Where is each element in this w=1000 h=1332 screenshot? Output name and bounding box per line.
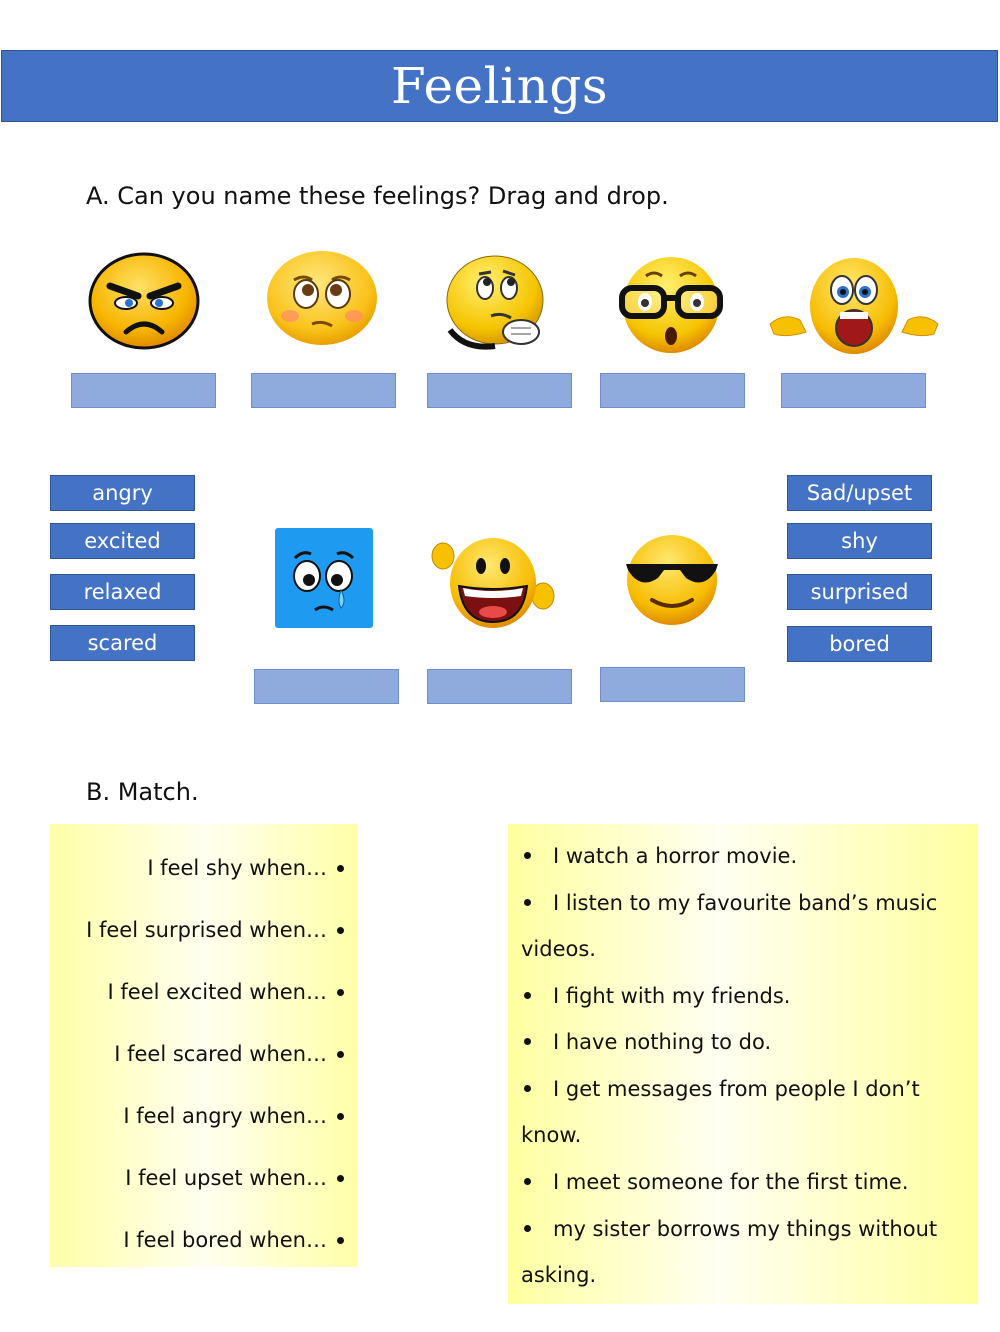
match-dot[interactable]: [524, 899, 531, 906]
answer-text: I watch a horror movie.: [553, 844, 798, 868]
prompt-text: I feel surprised when…: [86, 918, 327, 942]
word-tile-excited[interactable]: excited: [50, 523, 195, 559]
word-tile-angry[interactable]: angry: [50, 475, 195, 511]
answer-text: I fight with my friends.: [553, 984, 791, 1008]
drop-zone-relaxed-face[interactable]: [600, 667, 745, 702]
drop-zone-scared-face[interactable]: [781, 373, 926, 408]
word-tile-sad-upset[interactable]: Sad/upset: [787, 475, 932, 511]
answer-text: my sister borrows my things without: [553, 1217, 938, 1241]
prompts-panel: [50, 824, 358, 1267]
prompt-text: I feel shy when…: [147, 856, 327, 880]
prompt-item[interactable]: [86, 918, 344, 942]
drop-zone-surprised-face[interactable]: [600, 373, 745, 408]
match-dot[interactable]: [524, 1085, 531, 1092]
prompt-item[interactable]: [123, 1228, 344, 1252]
prompt-item[interactable]: [147, 856, 344, 880]
section-b-heading: B. Match.: [86, 778, 199, 806]
match-dot[interactable]: [337, 1175, 344, 1182]
word-tile-scared[interactable]: scared: [50, 625, 195, 661]
match-dot[interactable]: [337, 927, 344, 934]
answer-item[interactable]: [521, 1217, 937, 1241]
scared-screaming-face-icon: [766, 254, 942, 356]
prompt-text: I feel scared when…: [114, 1042, 327, 1066]
answers-panel: [508, 824, 978, 1304]
drop-zone-shy-face[interactable]: [251, 373, 396, 408]
angry-face-icon: [88, 252, 200, 350]
answer-item[interactable]: [521, 1030, 771, 1054]
match-dot[interactable]: [524, 1178, 531, 1185]
drop-zone-bored-face[interactable]: [427, 373, 572, 408]
bored-thinking-face-icon: [445, 254, 547, 354]
match-dot[interactable]: [524, 1225, 531, 1232]
drop-zone-sad-face[interactable]: [254, 669, 399, 704]
match-dot[interactable]: [337, 989, 344, 996]
prompt-text: I feel bored when…: [123, 1228, 327, 1252]
drop-zone-excited-face[interactable]: [427, 669, 572, 704]
shy-face-icon: [266, 250, 378, 346]
match-dot[interactable]: [524, 1038, 531, 1045]
title-bar: [1, 50, 998, 122]
answer-item[interactable]: [521, 1077, 920, 1101]
prompt-item[interactable]: [114, 1042, 344, 1066]
drop-zone-angry-face[interactable]: [71, 373, 216, 408]
prompt-item[interactable]: [108, 980, 344, 1004]
match-dot[interactable]: [337, 1113, 344, 1120]
match-dot[interactable]: [524, 992, 531, 999]
answer-item[interactable]: [521, 844, 797, 868]
word-tile-surprised[interactable]: surprised: [787, 574, 932, 610]
word-tile-bored[interactable]: bored: [787, 626, 932, 662]
answer-text: I meet someone for the first time.: [553, 1170, 909, 1194]
answer-item[interactable]: [521, 891, 937, 915]
excited-laughing-face-icon: [431, 536, 555, 630]
word-tile-shy[interactable]: shy: [787, 523, 932, 559]
prompt-text: I feel angry when…: [123, 1104, 327, 1128]
match-dot[interactable]: [337, 1051, 344, 1058]
answer-text: I listen to my favourite band’s music: [553, 891, 938, 915]
surprised-glasses-face-icon: [618, 254, 724, 356]
answer-text: I get messages from people I don’t: [553, 1077, 920, 1101]
answer-item[interactable]: [521, 1170, 909, 1194]
answer-text-continued: videos.: [521, 937, 596, 961]
prompt-item[interactable]: [123, 1104, 344, 1128]
answer-item[interactable]: [521, 984, 790, 1008]
sad-crying-face-icon: [275, 528, 373, 628]
word-tile-relaxed[interactable]: relaxed: [50, 574, 195, 610]
answer-text: I have nothing to do.: [553, 1030, 772, 1054]
prompt-text: I feel upset when…: [125, 1166, 327, 1190]
answer-text-continued: know.: [521, 1123, 582, 1147]
prompt-item[interactable]: [125, 1166, 344, 1190]
answer-text-continued: asking.: [521, 1263, 597, 1287]
match-dot[interactable]: [337, 865, 344, 872]
match-dot[interactable]: [524, 852, 531, 859]
section-a-heading: A. Can you name these feelings? Drag and drop.: [86, 182, 669, 210]
page-title: Feelings: [391, 57, 608, 115]
match-dot[interactable]: [337, 1237, 344, 1244]
relaxed-sunglasses-face-icon: [624, 534, 720, 626]
prompt-text: I feel excited when…: [107, 980, 327, 1004]
